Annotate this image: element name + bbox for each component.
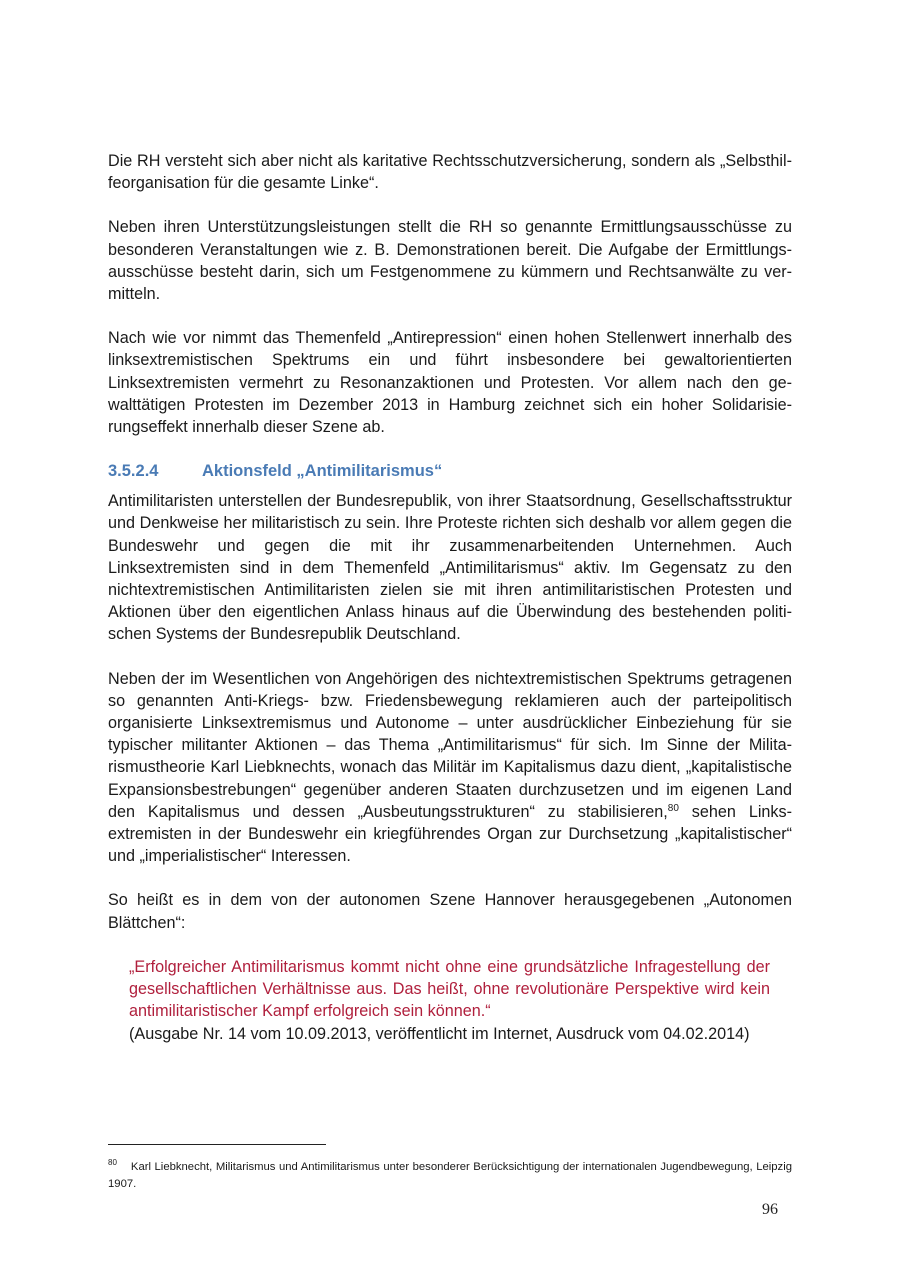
footnote-reference[interactable]: 80 xyxy=(667,802,679,814)
paragraph-antirepression: Nach wie vor nimmt das Themenfeld „Antirepression“ einen hohen Stellenwert innerhalb des linksextremistischen Spektrums ein und führt insbesondere bei gewaltorientierten Linksextremisten vermehrt zu Resonanzaktionen und Protesten. Vor allem nach den gewalttätigen Protesten im Dezember 2013 in Hamburg zeichnet sich ein hoher Solidarisierungseffekt innerhalb dieser Szene ab. xyxy=(108,329,792,437)
footnote-marker: 80 xyxy=(108,1158,117,1167)
paragraph-rh-self-help: Die RH versteht sich aber nicht als karitative Rechtsschutzversicherung, sondern als „Selbsthilfeorganisation für die gesamte Linke“. xyxy=(108,152,792,193)
section-heading xyxy=(108,460,792,482)
footnote xyxy=(108,1154,792,1193)
paragraph-investigation-committees: Neben ihren Unterstützungsleistungen stellt die RH so genannte Ermittlungsausschüsse zu besonderen Veranstaltungen wie z. B. Demonstrationen bereit. Die Aufgabe der Ermittlungsausschüsse besteht darin, sich um Festgenommene zu kümmern und Rechtsanwälte zu vermitteln. xyxy=(108,218,792,304)
paragraph-text-after-ref: sehen Linksextremisten in der Bundeswehr ein kriegführendes Organ zur Durchsetzung „kapitalistischer“ und „imperialistischer“ Interessen. xyxy=(108,802,792,866)
paragraph-antimilitarists: Antimilitaristen unterstellen der Bundesrepublik, von ihrer Staatsordnung, Gesellschaftsstruktur und Denkweise her militaristisch zu sein. Ihre Proteste richten sich deshalb vor allem gegen die Bundeswehr und gegen die mit ihr zusammenarbeitenden Unternehmen. Auch Linksextremisten sind in dem Themenfeld „Antimilitarismus“ aktiv. Im Gegensatz zu den nichtextremistischen Antimilitaristen zielen sie mit ihren antimilitaristischen Protesten und Aktionen über den eigentlichen Anlass hinaus auf die Überwindung des bestehenden politischen Systems der Bundesrepublik Deutschland. xyxy=(108,492,792,644)
section-title: Aktionsfeld „Antimilitarismus“ xyxy=(202,462,443,481)
quote-source: (Ausgabe Nr. 14 vom 10.09.2013, veröffentlicht im Internet, Ausdruck vom 04.02.2014) xyxy=(129,1024,750,1043)
page-body xyxy=(108,150,792,1045)
footnote-text: Karl Liebknecht, Militarismus und Antimilitarismus unter besonderer Berücksichtigung der internationalen Jugendbewegung, Leipzig 1907. xyxy=(108,1161,792,1190)
section-number: 3.5.2.4 xyxy=(108,462,159,481)
paragraph-text-before-ref: Neben der im Wesentlichen von Angehörigen des nichtextremistischen Spektrums getragenen so genannten Anti-Kriegs- bzw. Friedensbewegung reklamieren auch der parteipolitisch organisierte Linksextremismus und Autonome – unter ausdrücklicher Einbeziehung für sie typischer militanter Aktionen – das Thema „Antimilitarismus“ für sich. Im Sinne der Militarismustheorie Karl Liebknechts, wonach das Militär im Kapitalismus dazu dient, „kapitalistische Expansionsbestrebungen“ gegenüber anderen Staaten durchzusetzen und im eigenen Land den Kapitalismus und dessen „Ausbeutungsstrukturen“ zu stabilisieren, xyxy=(108,669,792,821)
quote-text: „Erfolgreicher Antimilitarismus kommt nicht ohne eine grundsätzliche Infragestellung der gesellschaftlichen Verhältnisse aus. Das heißt, ohne revolutionäre Perspektive wird kein antimilitaristischer Kampf erfolgreich sein können.“ xyxy=(129,957,770,1021)
page-number: 96 xyxy=(762,1201,778,1218)
paragraph-quote-intro: So heißt es in dem von der autonomen Szene Hannover herausgegebenen „Autonomen Blättchen“: xyxy=(108,891,792,932)
block-quote xyxy=(129,956,770,1045)
footnote-separator xyxy=(108,1144,326,1145)
paragraph-militarism-theory xyxy=(108,668,792,868)
